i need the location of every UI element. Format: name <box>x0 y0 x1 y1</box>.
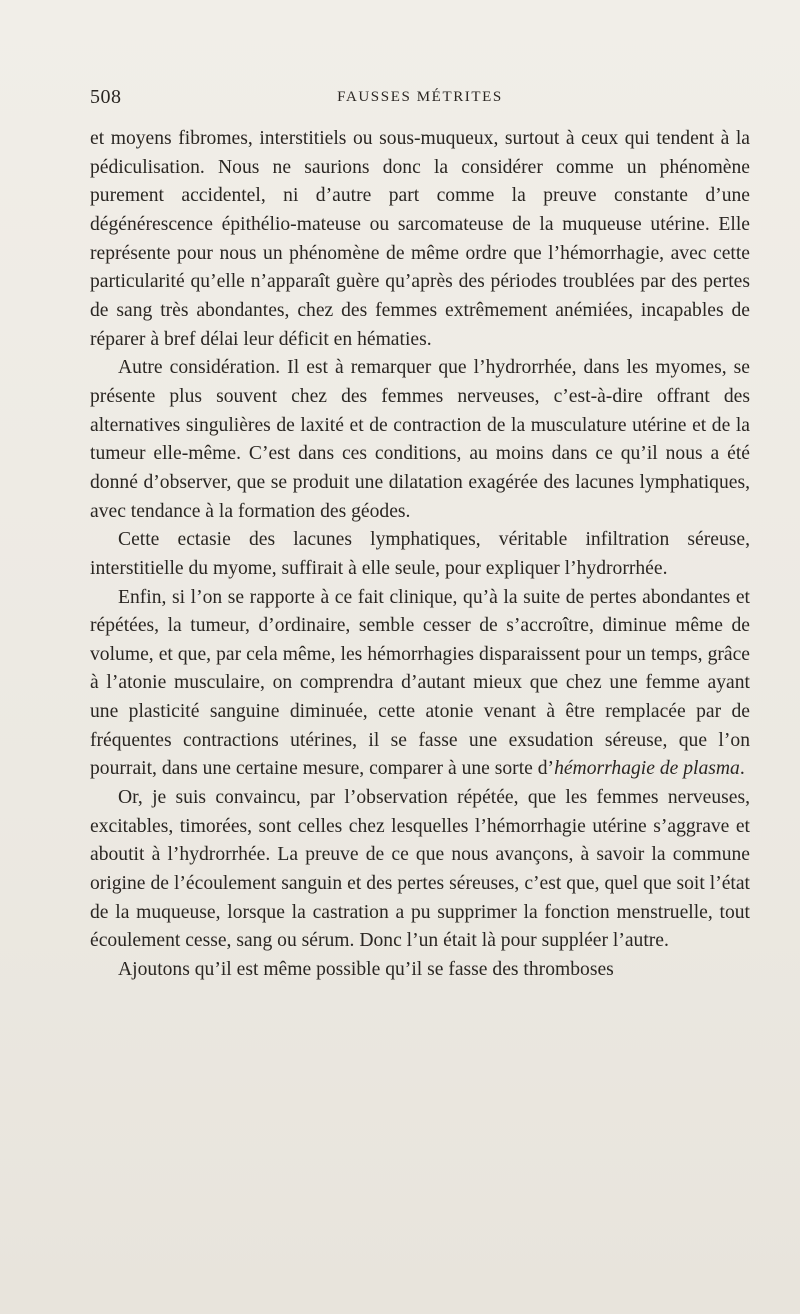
italic-term: hémorrhagie de plasma <box>554 758 740 780</box>
paragraph-3: Cette ectasie des lacunes lymphatiques, véritable infiltration séreuse, interstitielle du myome, suffirait à elle seule, pour expliquer l’hydrorrhée. <box>90 529 750 579</box>
paragraph-4 <box>90 584 750 785</box>
paragraph-4-end: . <box>739 758 745 780</box>
page-number: 508 <box>90 86 122 108</box>
running-title: FAUSSES MÉTRITES <box>337 89 503 105</box>
page-header <box>90 86 750 114</box>
paragraph-5: Or, je suis convaincu, par l’observation répétée, que les femmes nerveuses, excitables, timorées, sont celles chez lesquelles l’hémorrhagie utérine s’aggrave et aboutit à l’hydrorrhée. La preuve de ce que nous avançons, à savoir la commune origine de l’écoulement sanguin et des pertes séreuses, c’est que, quel que soit l’état de la muqueuse, lorsque la castration a pu supprimer la fonction menstruelle, tout écoulement cesse, sang ou sérum. Donc l’un était là pour suppléer l’autre. <box>90 787 750 952</box>
paragraph-1: et moyens fibromes, interstitiels ou sous-muqueux, surtout à ceux qui tendent à la pédiculisation. Nous ne saurions donc la considérer comme un phénomène purement accidentel, ni d’autre part comme la preuve constante d’une dégénérescence épithélio-mateuse ou sarcomateuse de la muqueuse utérine. Elle représente pour nous un phénomène de même ordre que l’hémorrhagie, avec cette particularité qu’elle n’apparaît guère qu’après des périodes troublées par des pertes de sang très abondantes, chez des femmes extrêmement anémiées, incapables de réparer à bref délai leur déficit en hématies. <box>90 128 750 350</box>
body-text <box>90 125 750 985</box>
paragraph-2: Autre considération. Il est à remarquer que l’hydrorrhée, dans les myomes, se présente plus souvent chez des femmes nerveuses, c’est-à-dire offrant des alternatives singulières de laxité et de contraction de la musculature utérine et de la tumeur elle-même. C’est dans ces conditions, au moins dans ce qu’il nous a été donné d’observer, que se produit une dilatation exagérée des lacunes lymphatiques, avec tendance à la formation des géodes. <box>90 357 750 522</box>
paragraph-6: Ajoutons qu’il est même possible qu’il se fasse des thromboses <box>118 959 614 981</box>
paragraph-4-text: Enfin, si l’on se rapporte à ce fait clinique, qu’à la suite de pertes abondantes et répétées, la tumeur, d’ordinaire, semble cesser de s’accroître, diminue même de volume, et que, par cela même, les hémorrhagies disparaissent pour un temps, grâce à l’atonie musculaire, on comprendra d’autant mieux que chez une femme ayant une plasticité sanguine diminuée, cette atonie venant à être remplacée par de fréquentes contractions utérines, il se fasse une exsudation séreuse, que l’on pourrait, dans une certaine mesure, comparer à une sorte d’ <box>90 586 750 780</box>
